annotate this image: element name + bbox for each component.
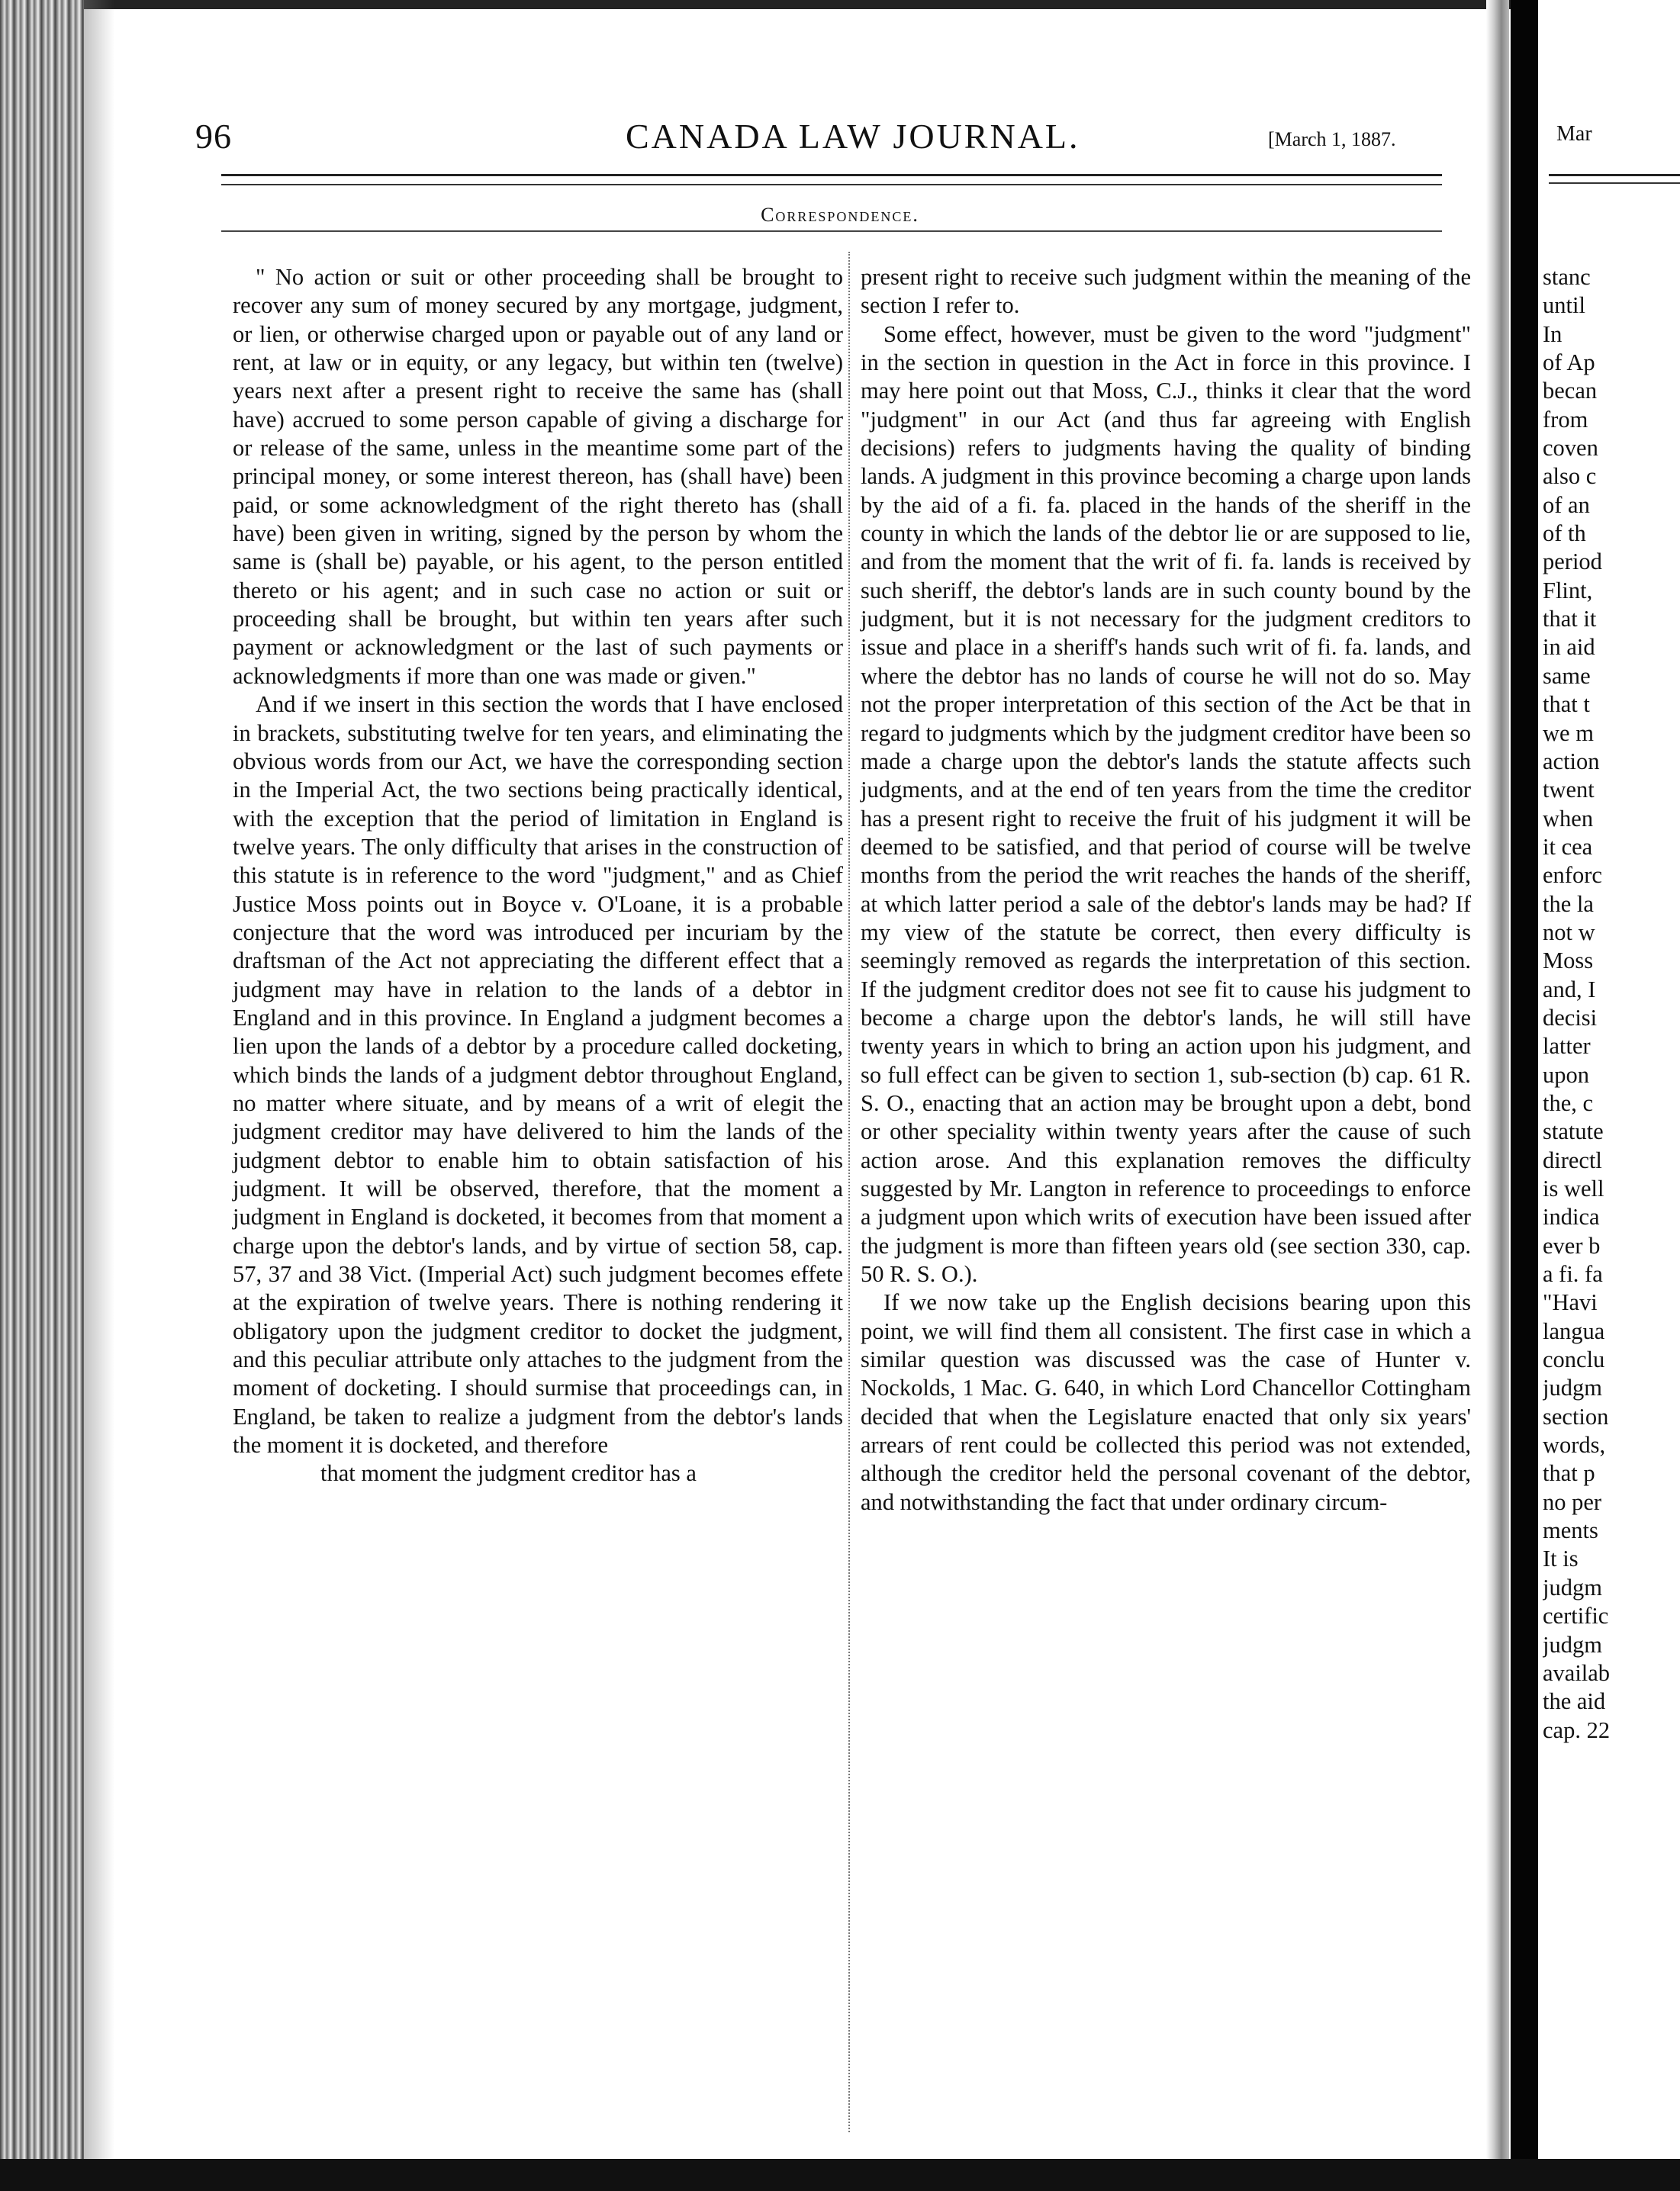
- fragment-line: until: [1543, 292, 1585, 319]
- column-divider: [848, 252, 850, 2132]
- fragment-line: judgm: [1543, 1631, 1602, 1658]
- fragment-line: action: [1543, 748, 1600, 774]
- fragment-line: a fi. fa: [1543, 1261, 1603, 1288]
- fragment-line: ever b: [1543, 1232, 1601, 1259]
- scan-top-edge: [84, 0, 1511, 9]
- fragment-line: Flint,: [1543, 577, 1593, 603]
- fragment-line: judgm: [1543, 1574, 1602, 1601]
- fragment-line: stanc: [1543, 264, 1591, 290]
- fragment-line: also c: [1543, 463, 1597, 490]
- left-column: [233, 263, 843, 1488]
- fragment-line: latter: [1543, 1033, 1591, 1060]
- fragment-line: certific: [1543, 1603, 1609, 1630]
- fragment-line: of th: [1543, 520, 1586, 547]
- fragment-line: ments: [1543, 1517, 1598, 1544]
- fragment-line: statute: [1543, 1118, 1604, 1145]
- fragment-line: conclu: [1543, 1346, 1605, 1373]
- fragment-line: of Ap: [1543, 349, 1595, 376]
- fragment-line: Moss: [1543, 948, 1594, 974]
- fragment-line: coven: [1543, 435, 1598, 462]
- left-final-line: that moment the judgment creditor has a: [320, 1460, 697, 1487]
- right-column: [861, 263, 1471, 1517]
- right-continuation: present right to receive such judgment within the meaning of the section I refer to.: [861, 264, 1471, 319]
- right-paragraph: Some effect, however, must be given to the word "judgment" in the section in question in the Act in force in this province. I may here point out that Moss, C.J., thinks it clear that the word "judgment" in our Act (and thus far agreeing with English decisions) refers to judgments having the quality of binding lands. A judgment in this province becoming a charge upon lands by the aid of a fi. fa. placed in the hands of the sheriff in the county in which the lands of the debtor lie or are supposed to lie, and from the moment that the writ of fi. fa. lands is received by such sheriff, the debtor's lands are in such county bound by the judgment, but it is not necessary for the judgment creditors to issue and place in a sheriff's hands such writ of fi. fa. lands, and where the debtor has no lands of course he will not do so. May not the proper interpretation of this section of the Act be that in regard to judgments which by the judgment creditor have been so made a charge upon the debtor's lands the statute affects such judgments, and at the end of ten years from the time the creditor has a present right to receive the fruit of his judgment it will be deemed to be satisfied, and that period of course will be twelve months from the period the writ reaches the hands of the sheriff, at which latter period a sale of the debtor's lands may be had? If my view of the statute be correct, then every difficulty is seemingly removed as regards the interpretation of this section. If the judgment creditor does not see fit to cause his judgment to become a charge upon the debtor's lands, he will still have twenty years in which to bring an action upon his judgment, and so full effect can be given to section 1, sub-section (b) cap. 61 R. S. O., enacting that an action may be brought upon a debt, bond or other speciality within twenty years after the cause of such action arose. And this explanation removes the difficulty suggested by Mr. Langton in reference to proceedings to enforce a judgment upon which writs of execution have been issued after the judgment is more than fifteen years old (see section 330, cap. 50 R. S. O.).: [861, 320, 1471, 1288]
- fragment-line: the aid: [1543, 1688, 1606, 1715]
- fragment-line: twent: [1543, 777, 1595, 803]
- fragment-line: it cea: [1543, 833, 1593, 860]
- fragment-line: It is: [1543, 1546, 1579, 1572]
- scan-gutter-shadow: [84, 0, 114, 2191]
- next-page-header: Mar: [1556, 122, 1592, 146]
- left-paragraph: And if we insert in this section the words that I have enclosed in brackets, substituting twelve for ten years, and eliminating the obvious words from our Act, we have the corresponding section in the Imperial Act, the two sections being practically identical, with the exception that the period of limitation in England is twelve years. The only difficulty that arises in the construction of this statute is in reference to the word "judgment," and as Chief Justice Moss points out in Boyce v. O'Loane, it is a probable conjecture that the word was introduced per incuriam by the draftsman of the Act not appreciating the different effect that a judgment may have in relation to the lands of a debtor in England and in this province. In England a judgment becomes a lien upon the lands of a debtor by a procedure called docketing, which binds the lands of a judgment debtor throughout England, no matter where situate, and by means of a writ of elegit the judgment creditor may have delivered to him the lands of the judgment debtor to enable him to obtain satisfaction of his judgment. It will be observed, therefore, that the moment a judgment in England is docketed, it becomes from that moment a charge upon the debtor's lands, and by virtue of section 58, cap. 57, 37 and 38 Vict. (Imperial Act) such judgment becomes effete at the expiration of twelve years. There is nothing rendering it obligatory upon the judgment creditor to docket the judgment, and this peculiar attribute only attaches to the judgment from the moment of docketing. I should surmise that proceedings can, in England, be taken to realize a judgment from the debtor's lands the moment it is docketed, and therefore: [233, 691, 843, 1459]
- journal-title: CANADA LAW JOURNAL.: [626, 117, 1080, 156]
- fragment-line: in aid: [1543, 634, 1595, 661]
- next-page-fragment: [1543, 263, 1680, 1745]
- fragment-line: not w: [1543, 919, 1595, 945]
- fragment-line: section: [1543, 1403, 1609, 1430]
- fragment-line: that t: [1543, 691, 1590, 718]
- fragment-line: no per: [1543, 1488, 1602, 1515]
- fragment-line: same: [1543, 662, 1591, 689]
- fragment-line: directl: [1543, 1147, 1602, 1173]
- next-page-rule: [1549, 174, 1680, 184]
- fragment-line: availab: [1543, 1659, 1611, 1686]
- fragment-line: period: [1543, 549, 1602, 575]
- fragment-line: the la: [1543, 890, 1594, 917]
- fragment-line: we m: [1543, 719, 1594, 746]
- fragment-line: langua: [1543, 1317, 1605, 1344]
- fragment-line: judgm: [1543, 1375, 1602, 1401]
- fragment-line: upon: [1543, 1061, 1589, 1088]
- section-rule: [221, 230, 1442, 232]
- fragment-line: that p: [1543, 1460, 1595, 1487]
- fragment-line: "Havi: [1543, 1289, 1598, 1316]
- fragment-line: words,: [1543, 1432, 1606, 1459]
- fragment-line: of an: [1543, 491, 1590, 518]
- header-rule: [221, 174, 1442, 185]
- fragment-line: is well: [1543, 1176, 1604, 1202]
- fragment-line: the, c: [1543, 1089, 1594, 1116]
- fragment-line: from: [1543, 406, 1588, 433]
- fragment-line: and, I: [1543, 976, 1596, 1002]
- page-number: 96: [195, 117, 232, 156]
- fragment-line: enforc: [1543, 862, 1602, 889]
- scan-binding-gutter: [0, 0, 84, 2191]
- fragment-line: In: [1543, 320, 1563, 347]
- right-paragraph: If we now take up the English decisions bearing upon this point, we will find them all consistent. The first case in which a similar question was discussed was the case of Hunter v. Nockolds, 1 Mac. G. 640, in which Lord Chancellor Cottingham decided that when the Legislature enacted that only six years' arrears of rent could be collected this period was not extended, although the creditor held the personal covenant of the debtor, and notwithstanding the fact that under ordinary circum-: [861, 1289, 1471, 1515]
- section-heading: Correspondence.: [761, 204, 919, 226]
- fragment-line: when: [1543, 805, 1594, 832]
- fragment-line: cap. 22: [1543, 1716, 1611, 1743]
- issue-date: [March 1, 1887.: [1268, 128, 1396, 150]
- scan-page-fold: [1486, 0, 1509, 2191]
- fragment-line: indica: [1543, 1204, 1600, 1231]
- scan-dark-edge: [1511, 0, 1538, 2191]
- fragment-line: decisi: [1543, 1004, 1598, 1031]
- scan-bottom-edge: [0, 2159, 1680, 2191]
- fragment-line: becan: [1543, 378, 1598, 404]
- statute-quote: " No action or suit or other proceeding shall be brought to recover any sum of money secured by any mortgage, judgment, or lien, or otherwise charged upon or payable out of any land or rent, at law or in equity, or any legacy, but within ten (twelve) years next after a present right to receive the same has (shall have) accrued to some person capable of giving a discharge for or release of the same, unless in the meantime some part of the principal money, or some interest thereon, has (shall have) been paid, or some acknowledgment of the right thereto has (shall have) been given in writing, signed by the person by whom the same is (shall be) payable, or his agent, to the person entitled thereto or his agent; and in such case no action or suit or proceeding shall be brought, but within ten years after such payment or acknowledgment or the last of such payments or acknowledgments if more than one was made or given.": [233, 264, 843, 689]
- fragment-line: that it: [1543, 606, 1597, 632]
